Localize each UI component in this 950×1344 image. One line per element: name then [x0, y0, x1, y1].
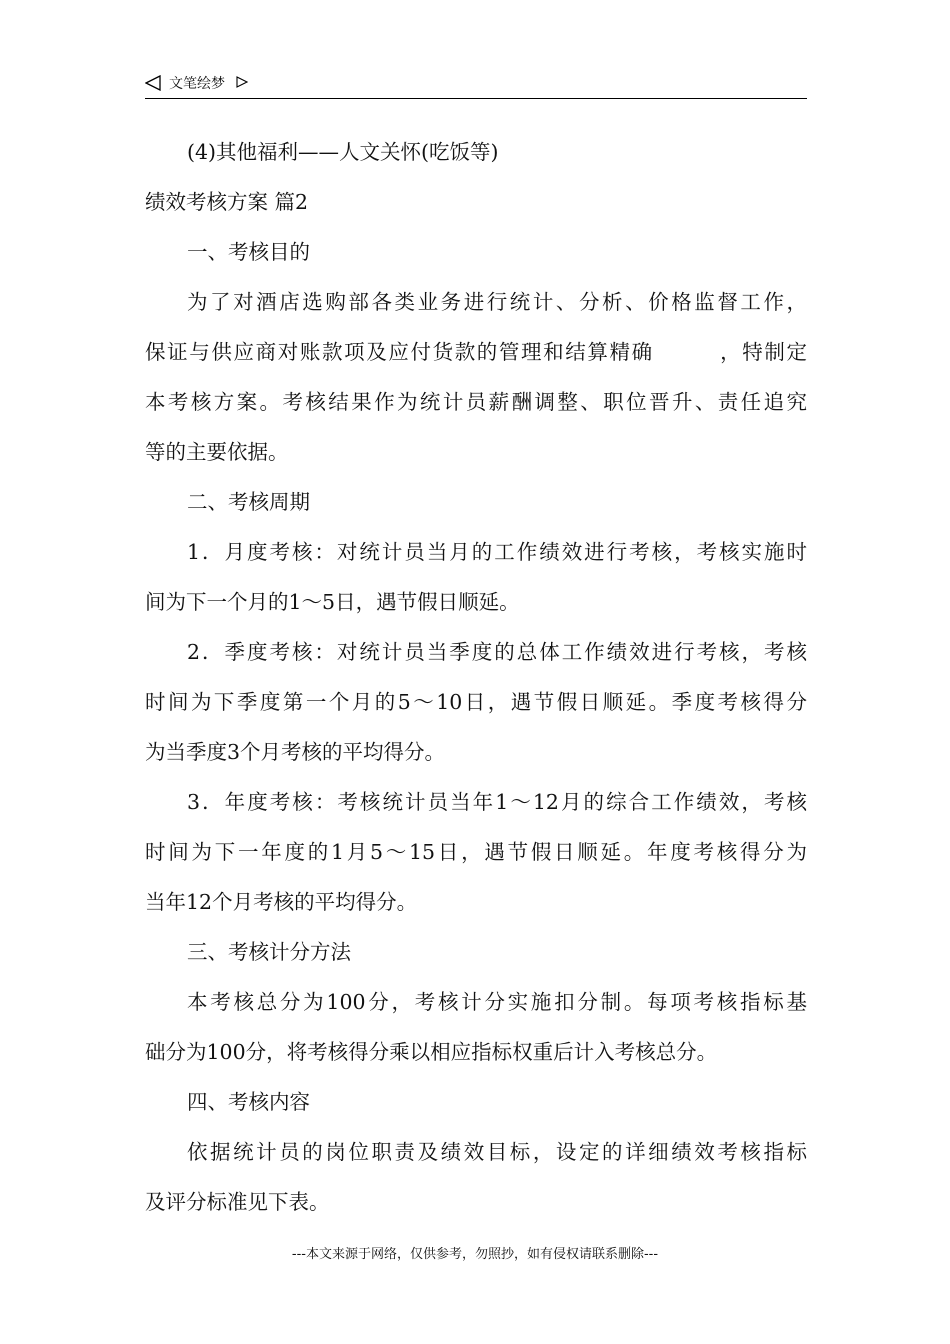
text-line: 为当季度3个月考核的平均得分。: [145, 740, 446, 764]
brand-name: 文笔绘梦: [169, 76, 225, 92]
text-line: 保证与供应商对账款项及应付货款的管理和结算精确 ，特制定: [145, 340, 807, 364]
text-line: 本考核方案。考核结果作为统计员薪酬调整、职位晋升、责任追究: [145, 390, 807, 414]
triangle-right-icon: [236, 76, 248, 88]
page-header: [145, 70, 807, 99]
section-title: 绩效考核方案 篇2: [145, 190, 309, 214]
heading: 三、考核计分方法: [187, 940, 351, 964]
footer-disclaimer: ---本文来源于网络，仅供参考，勿照抄，如有侵权请联系删除---: [291, 1247, 659, 1262]
text-line: 依据统计员的岗位职责及绩效目标，设定的详细绩效考核指标: [187, 1140, 807, 1164]
text-line: 3．年度考核：考核统计员当年1～12月的综合工作绩效，考核: [187, 790, 807, 814]
text-line: 2．季度考核：对统计员当季度的总体工作绩效进行考核，考核: [187, 640, 807, 664]
triangle-left-icon: [145, 75, 161, 91]
text-line: 本考核总分为100分，考核计分实施扣分制。每项考核指标基: [187, 990, 807, 1014]
heading: 一、考核目的: [187, 240, 310, 264]
text-line: 等的主要依据。: [145, 440, 289, 464]
document-body: [145, 127, 807, 1227]
text-line: 当年12个月考核的平均得分。: [145, 890, 418, 914]
text-line: 1．月度考核：对统计员当月的工作绩效进行考核，考核实施时: [187, 540, 807, 564]
text-line: 时间为下一年度的1月5～15日，遇节假日顺延。年度考核得分为: [145, 840, 807, 864]
heading: 四、考核内容: [187, 1090, 310, 1114]
text-line: 间为下一个月的1～5日，遇节假日顺延。: [145, 590, 520, 614]
text-line: 为了对酒店选购部各类业务进行统计、分析、价格监督工作，: [187, 290, 807, 314]
text-line: 础分为100分，将考核得分乘以相应指标权重后计入考核总分。: [145, 1040, 718, 1064]
text-line: 及评分标准见下表。: [145, 1190, 330, 1214]
text-line: 时间为下季度第一个月的5～10日，遇节假日顺延。季度考核得分: [145, 690, 807, 714]
text-line: (4)其他福利——人文关怀(吃饭等): [187, 140, 499, 164]
heading: 二、考核周期: [187, 490, 310, 514]
